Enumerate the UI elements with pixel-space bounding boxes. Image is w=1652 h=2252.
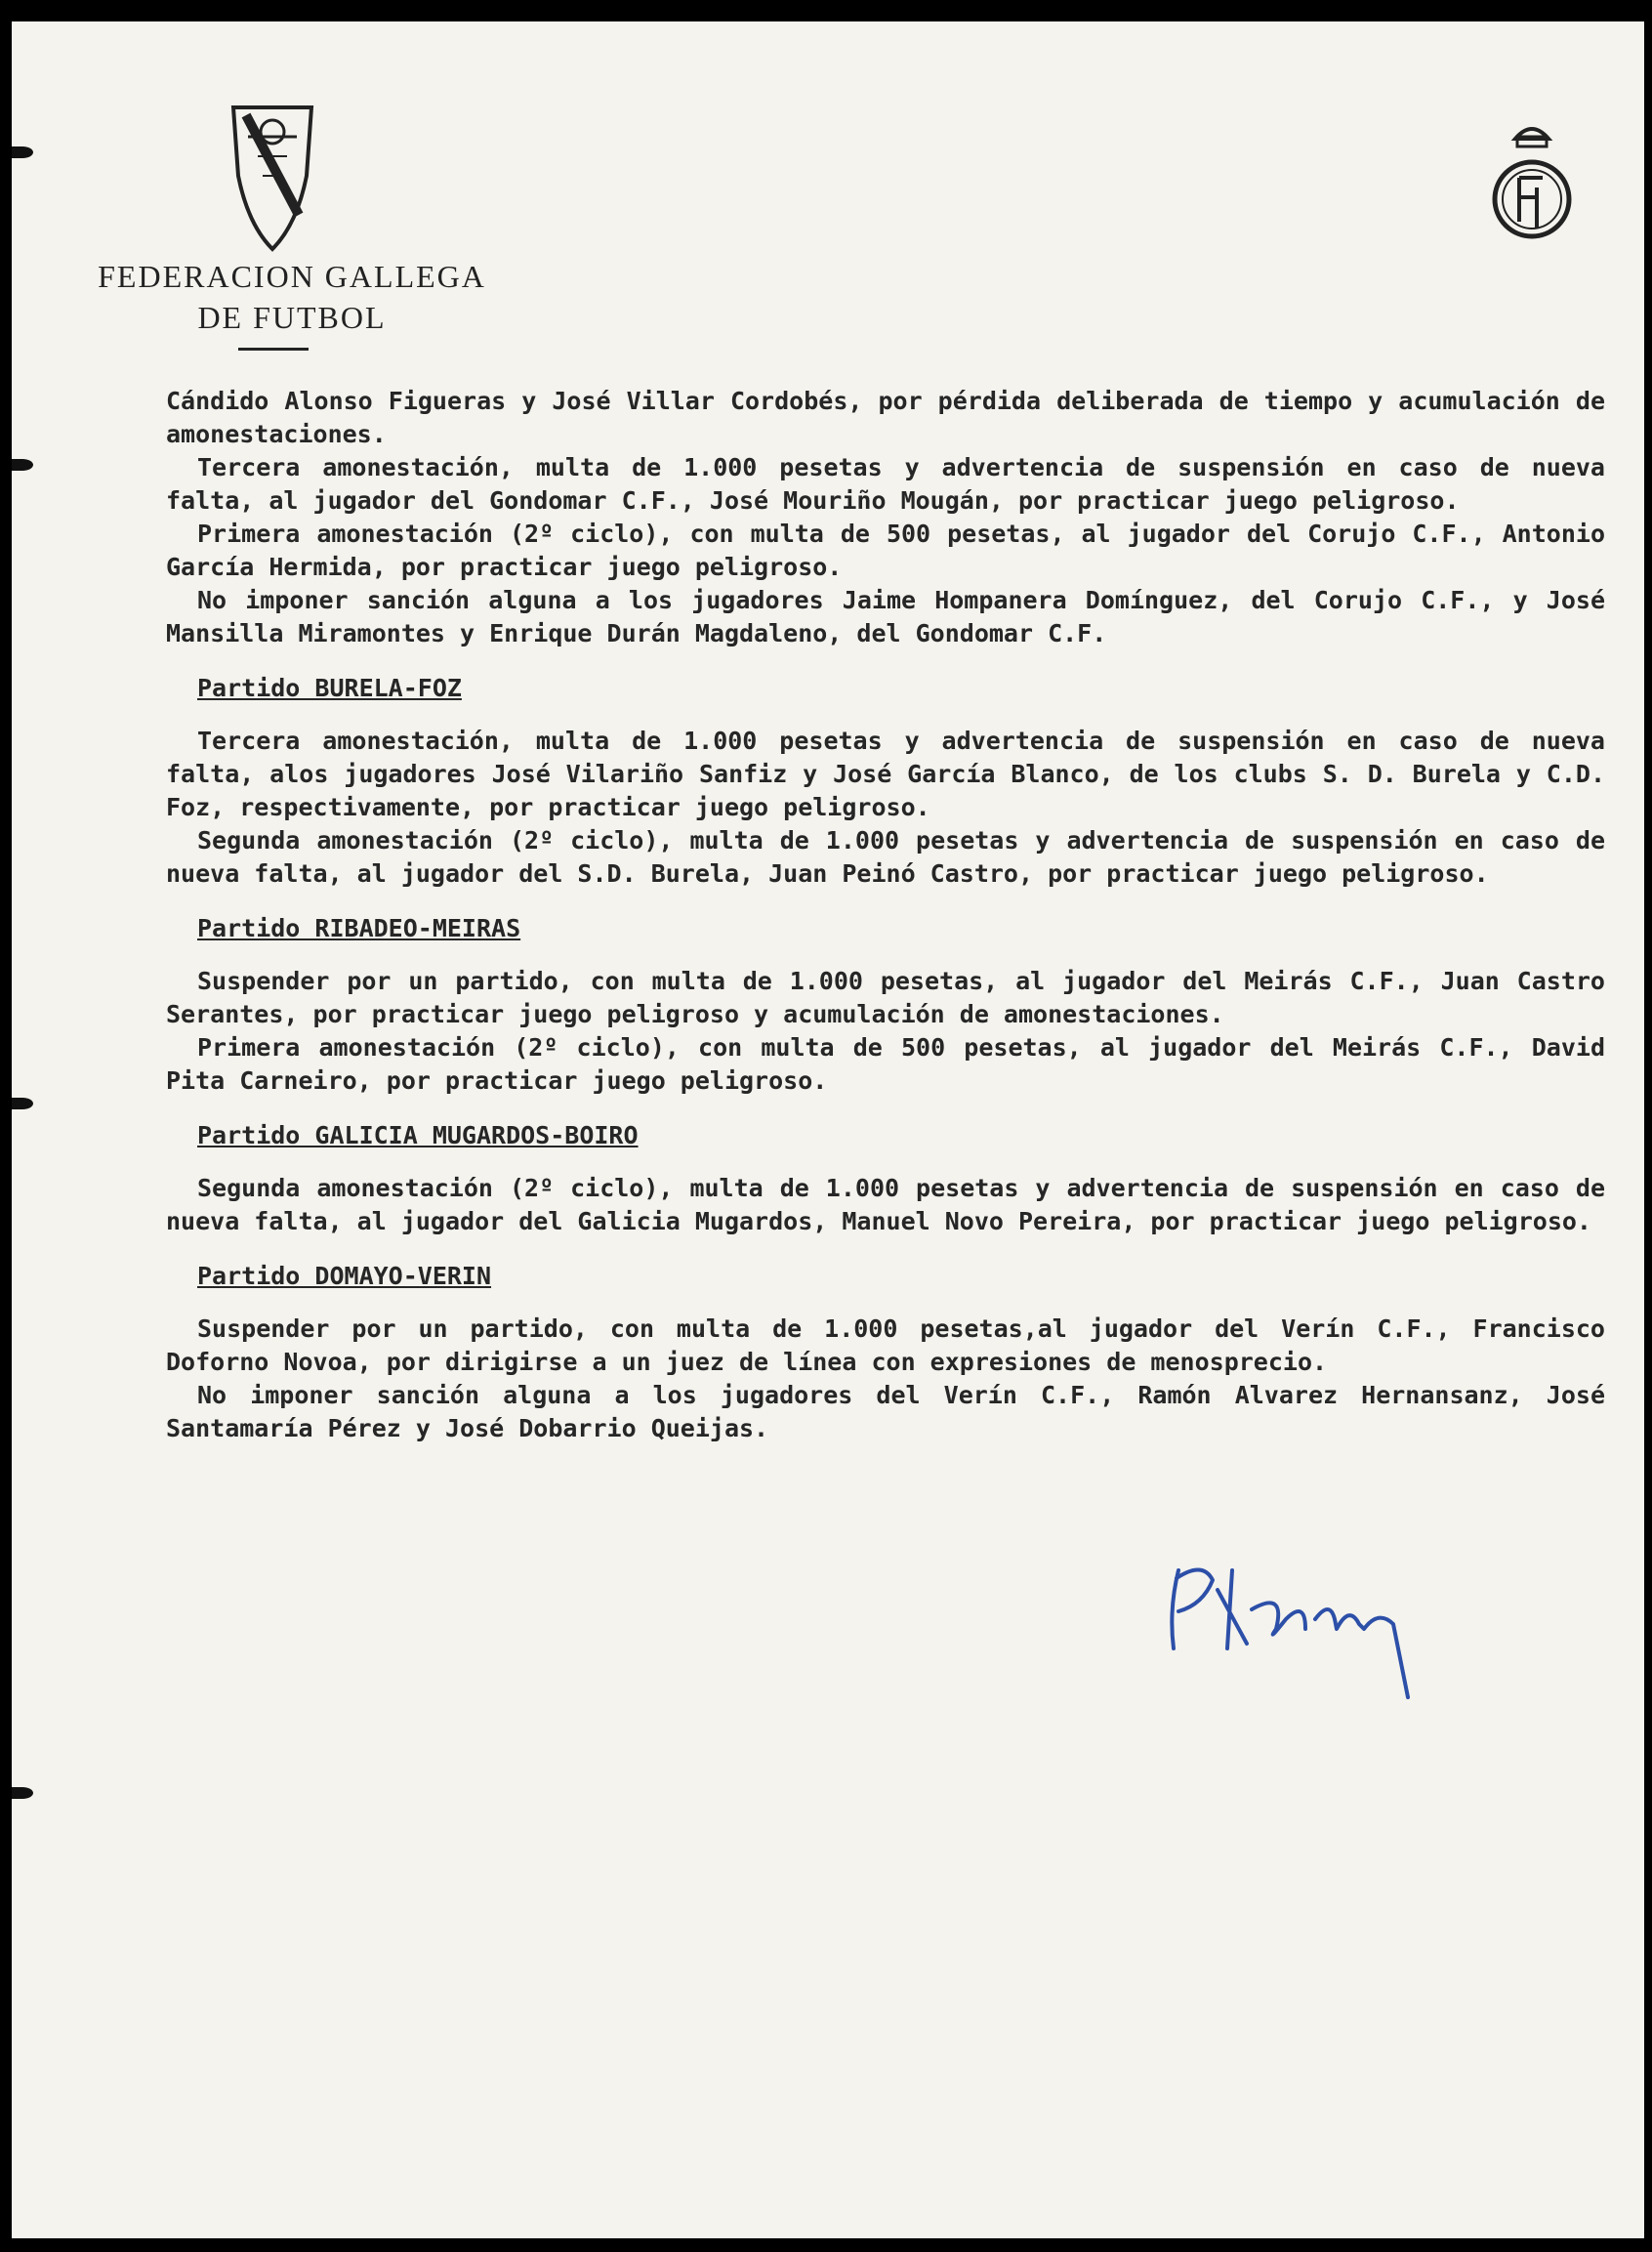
binder-hole bbox=[12, 146, 33, 158]
match-heading: Partido BURELA-FOZ bbox=[197, 674, 462, 702]
sanction-paragraph: Suspender por un partido, con multa de 1.000 pesetas,al jugador del Verín C.F., Francisco Doforno Novoa, por dirigirse a un juez de línea con expresiones de menosprecio. bbox=[166, 1314, 1605, 1376]
sanction-paragraph: Primera amonestación (2º ciclo), con multa de 500 pesetas, al jugador del Meirás C.F., David Pita Carneiro, por practicar juego peligroso. bbox=[166, 1033, 1605, 1095]
header-rule bbox=[238, 348, 309, 351]
document-body bbox=[166, 385, 1605, 1445]
match-heading: Partido GALICIA MUGARDOS-BOIRO bbox=[197, 1121, 639, 1149]
sanction-paragraph: Cándido Alonso Figueras y José Villar Cordobés, por pérdida deliberada de tiempo y acumulación de amonestaciones. bbox=[166, 387, 1605, 448]
match-heading: Partido RIBADEO-MEIRAS bbox=[197, 914, 521, 942]
document-page bbox=[12, 21, 1644, 2238]
binder-hole bbox=[12, 1787, 33, 1799]
sanction-paragraph: Tercera amonestación, multa de 1.000 pesetas y advertencia de suspensión en caso de nueva falta, alos jugadores José Vilariño Sanfiz y José García Blanco, de los clubs S. D. Burela y C.D. Foz, respectivamente, por practicar juego peligroso. bbox=[166, 727, 1605, 821]
sanction-paragraph: No imponer sanción alguna a los jugadores Jaime Hompanera Domínguez, del Corujo C.F., y José Mansilla Miramontes y Enrique Durán Magdaleno, del Gondomar C.F. bbox=[166, 586, 1605, 647]
sanction-paragraph: Suspender por un partido, con multa de 1.000 pesetas, al jugador del Meirás C.F., Juan Castro Serantes, por practicar juego peligroso y acumulación de amonestaciones. bbox=[166, 967, 1605, 1028]
handwritten-signature bbox=[1159, 1551, 1520, 1707]
sanction-paragraph: Primera amonestación (2º ciclo), con multa de 500 pesetas, al jugador del Corujo C.F., Antonio García Hermida, por practicar juego peligroso. bbox=[166, 520, 1605, 581]
binder-hole bbox=[12, 459, 33, 471]
binder-hole bbox=[12, 1098, 33, 1109]
org-line-2: DE FUTBOL bbox=[197, 300, 387, 335]
sanction-paragraph: Segunda amonestación (2º ciclo), multa de 1.000 pesetas y advertencia de suspensión en caso de nueva falta, al jugador del S.D. Burela, Juan Peinó Castro, por practicar juego peligroso. bbox=[166, 826, 1605, 888]
sanction-paragraph: Tercera amonestación, multa de 1.000 pesetas y advertencia de suspensión en caso de nueva falta, al jugador del Gondomar C.F., José Mouriño Mougán, por practicar juego peligroso. bbox=[166, 453, 1605, 515]
rfef-crest-icon bbox=[1488, 119, 1576, 246]
federacion-gallega-shield-icon bbox=[228, 98, 316, 254]
org-line-1: FEDERACION GALLEGA bbox=[98, 259, 486, 294]
match-heading: Partido DOMAYO-VERIN bbox=[197, 1262, 492, 1290]
sanction-paragraph: No imponer sanción alguna a los jugadores del Verín C.F., Ramón Alvarez Hernansanz, José Santamaría Pérez y José Dobarrio Queijas. bbox=[166, 1381, 1605, 1442]
organization-name bbox=[72, 256, 512, 338]
sanction-paragraph: Segunda amonestación (2º ciclo), multa de 1.000 pesetas y advertencia de suspensión en caso de nueva falta, al jugador del Galicia Mugardos, Manuel Novo Pereira, por practicar juego peligroso. bbox=[166, 1174, 1605, 1235]
